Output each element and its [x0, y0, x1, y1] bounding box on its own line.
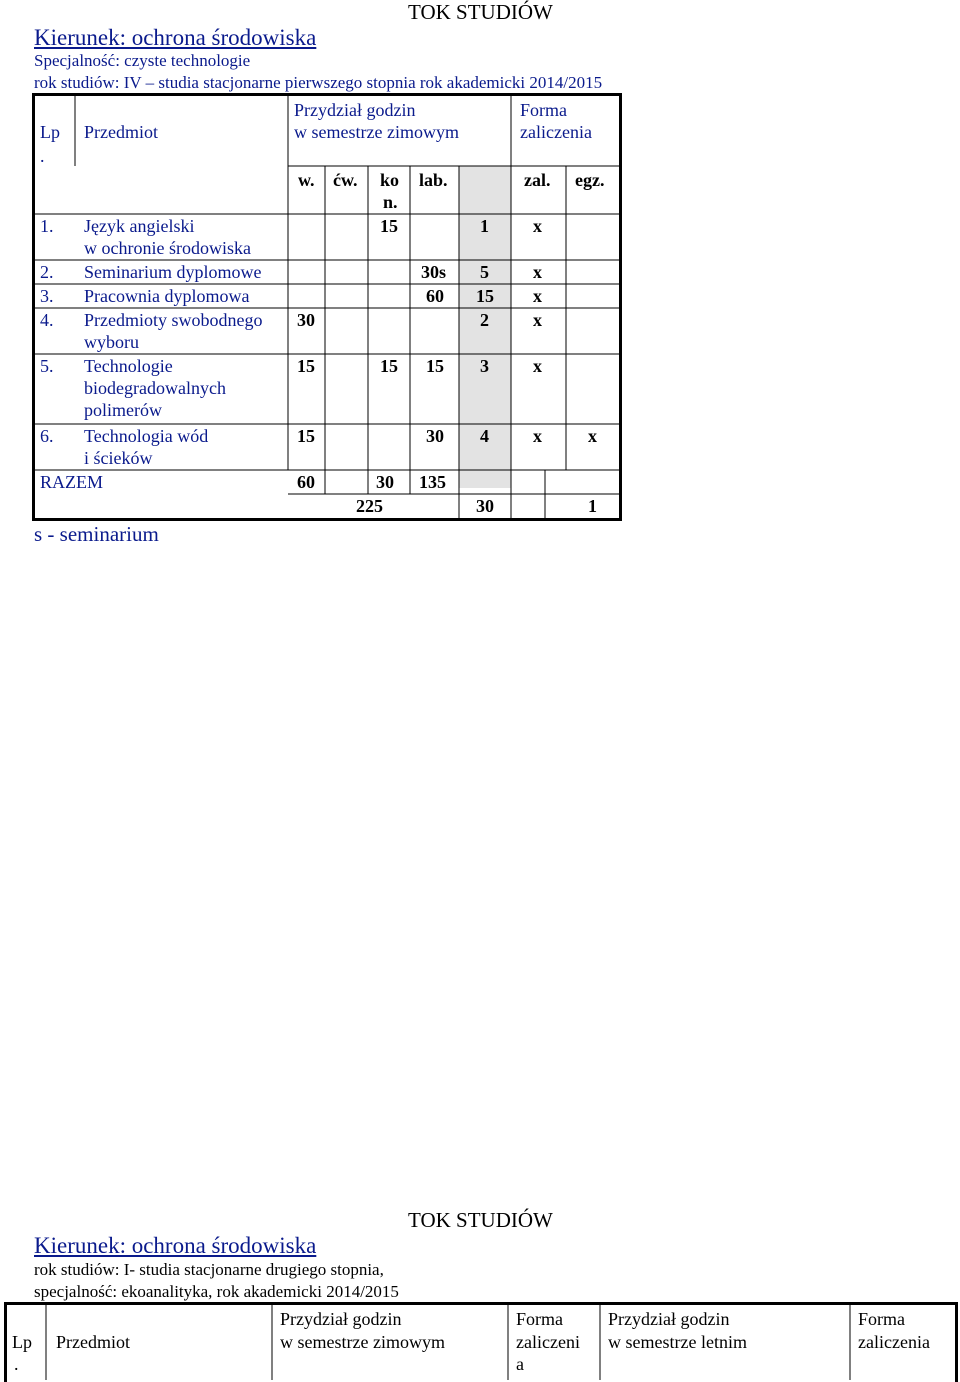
razem-w: 60 — [297, 472, 315, 492]
w-header: w. — [298, 170, 315, 190]
kon-header-line2: n. — [383, 192, 398, 212]
row-name-line2: wyboru — [84, 332, 139, 352]
przydzial-zimowy-line2: w semestrze zimowym — [280, 1332, 445, 1352]
tok-studiow-heading-2: TOK STUDIÓW — [408, 1208, 553, 1232]
lp-header-dot: . — [40, 146, 45, 166]
row-lab: 60 — [426, 286, 444, 306]
row-name-line1: Technologia wód — [84, 426, 209, 446]
forma-header-line1: Forma — [520, 100, 567, 120]
row-name-line1: Przedmioty swobodnego — [84, 310, 263, 330]
row-lp: 6. — [40, 426, 54, 446]
row-lp: 2. — [40, 262, 54, 282]
row-w: 30 — [297, 310, 315, 330]
forma-letni-line1: Forma — [858, 1309, 905, 1329]
row-zal: x — [533, 356, 542, 376]
row-zal: x — [533, 426, 542, 446]
row-lab: 30 — [426, 426, 444, 446]
row-ects: 4 — [480, 426, 489, 446]
kierunek-heading: Kierunek: ochrona środowiska — [34, 25, 317, 50]
row-zal: x — [533, 216, 542, 236]
row-egz: x — [588, 426, 597, 446]
lp-header: Lp — [40, 122, 60, 142]
lab-header: lab. — [419, 170, 448, 190]
przydzial-header-line1: Przydział godzin — [294, 100, 416, 120]
forma-header-line2: zaliczenia — [520, 122, 592, 142]
row-name-line1: Seminarium dyplomowe — [84, 262, 262, 282]
row-ects: 2 — [480, 310, 489, 330]
row-lab: 30s — [421, 262, 447, 282]
row-name-line1: Pracownia dyplomowa — [84, 286, 250, 306]
przydzial-letni-line2: w semestrze letnim — [608, 1332, 747, 1352]
row-name-line3: polimerów — [84, 400, 162, 420]
legend-seminarium: s - seminarium — [34, 522, 159, 546]
row-lp: 1. — [40, 216, 54, 236]
przydzial-zimowy-line1: Przydział godzin — [280, 1309, 402, 1329]
razem-lab: 135 — [419, 472, 446, 492]
przedmiot-header: Przedmiot — [84, 122, 158, 142]
table2-gridlines — [0, 1300, 960, 1380]
przydzial-header-line2: w semestrze zimowym — [294, 122, 459, 142]
tok-studiow-heading: TOK STUDIÓW — [408, 0, 553, 24]
przedmiot-header-2: Przedmiot — [56, 1332, 130, 1352]
forma-zimowy-line2: zaliczeni — [516, 1332, 580, 1352]
row-kon: 15 — [380, 356, 398, 376]
razem-egz: 1 — [588, 496, 597, 516]
row-name-line2: biodegradowalnych — [84, 378, 226, 398]
razem-ects: 30 — [476, 496, 494, 516]
row-lp: 5. — [40, 356, 54, 376]
lp-header-2: Lp — [12, 1332, 32, 1352]
lp-header-2-dot: . — [14, 1354, 19, 1374]
row-ects: 1 — [480, 216, 489, 236]
row-name-line2: i ścieków — [84, 448, 153, 468]
row-w: 15 — [297, 356, 315, 376]
row-name-line1: Język angielski — [84, 216, 195, 236]
forma-zimowy-line3: a — [516, 1354, 524, 1374]
specjalnosc-line: Specjalność: czyste technologie — [34, 51, 251, 70]
row-kon: 15 — [380, 216, 398, 236]
rok-studiow-line: rok studiów: IV – studia stacjonarne pierwszego stopnia rok akademicki 2014/2015 — [34, 73, 603, 92]
row-zal: x — [533, 262, 542, 282]
rok-studiow-line-2: rok studiów: I- studia stacjonarne drugiego stopnia, — [34, 1260, 384, 1279]
row-lp: 3. — [40, 286, 54, 306]
row-w: 15 — [297, 426, 315, 446]
specjalnosc-line-2: specjalność: ekoanalityka, rok akademicki 2014/2015 — [34, 1282, 399, 1301]
forma-zimowy-line1: Forma — [516, 1309, 563, 1329]
cw-header: ćw. — [333, 170, 358, 190]
razem-total: 225 — [356, 496, 383, 516]
row-ects: 3 — [480, 356, 489, 376]
row-zal: x — [533, 286, 542, 306]
row-zal: x — [533, 310, 542, 330]
forma-letni-line2: zaliczenia — [858, 1332, 930, 1352]
razem-kon: 30 — [376, 472, 394, 492]
row-lp: 4. — [40, 310, 54, 330]
row-lab: 15 — [426, 356, 444, 376]
row-name-line1: Technologie — [84, 356, 173, 376]
egz-header: egz. — [575, 170, 605, 190]
kon-header-line1: ko — [380, 170, 400, 190]
row-name-line2: w ochronie środowiska — [84, 238, 251, 258]
row-ects: 15 — [476, 286, 494, 306]
przydzial-letni-line1: Przydział godzin — [608, 1309, 730, 1329]
kierunek-heading-2: Kierunek: ochrona środowiska — [34, 1233, 317, 1258]
razem-label: RAZEM — [40, 472, 103, 492]
row-ects: 5 — [480, 262, 489, 282]
zal-header: zal. — [524, 170, 551, 190]
